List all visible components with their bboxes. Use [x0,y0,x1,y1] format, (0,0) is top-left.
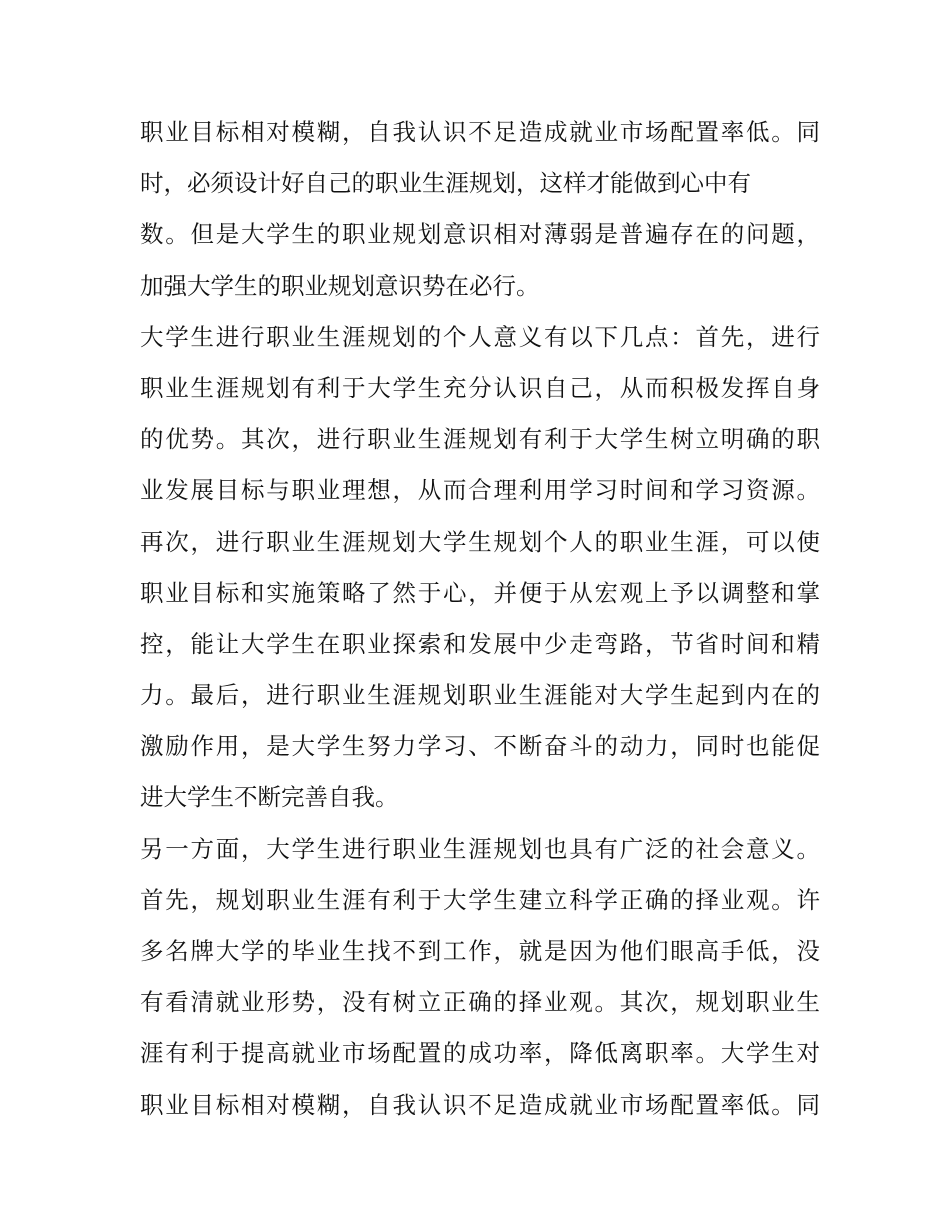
text-line-4: 加强大学生的职业规划意识势在必行。 [140,271,540,300]
text-line-6: 职业生涯规划有利于大学生充分认识自己，从而积极发挥自身 [140,373,820,402]
text-line-20: 职业目标相对模糊，自我认识不足造成就业市场配置率低。同 [140,1090,820,1119]
text-line-19: 涯有利于提高就业市场配置的成功率，降低离职率。大学生对 [140,1039,820,1068]
text-line-16: 首先，规划职业生涯有利于大学生建立科学正确的择业观。许 [140,885,820,914]
text-line-2: 时，必须设计好自己的职业生涯规划，这样才能做到心中有 [140,169,751,198]
text-line-18: 有看清就业形势，没有树立正确的择业观。其次，规划职业生 [140,988,820,1017]
text-line-12: 力。最后，进行职业生涯规划职业生涯能对大学生起到内在的 [140,681,820,710]
text-line-9: 再次，进行职业生涯规划大学生规划个人的职业生涯，可以使 [140,527,820,556]
text-line-5: 大学生进行职业生涯规划的个人意义有以下几点：首先，进行 [140,322,820,351]
text-line-17: 多名牌大学的毕业生找不到工作，就是因为他们眼高手低，没 [140,937,820,965]
body-text [140,107,820,1131]
text-line-7: 的优势。其次，进行职业生涯规划有利于大学生树立明确的职 [140,425,820,454]
text-line-13: 激励作用，是大学生努力学习、不断奋斗的动力，同时也能促 [140,732,820,761]
text-line-3: 数。但是大学生的职业规划意识相对薄弱是普遍存在的问题， [140,220,820,249]
text-line-14: 进大学生不断完善自我。 [140,783,399,812]
text-line-1: 职业目标相对模糊，自我认识不足造成就业市场配置率低。同 [140,118,820,146]
text-line-8: 业发展目标与职业理想，从而合理利用学习时间和学习资源。 [140,476,820,505]
text-line-15: 另一方面，大学生进行职业生涯规划也具有广泛的社会意义。 [140,834,820,863]
text-line-11: 控，能让大学生在职业探索和发展中少走弯路，节省时间和精 [140,629,820,658]
text-line-10: 职业目标和实施策略了然于心，并便于从宏观上予以调整和掌 [140,578,820,607]
